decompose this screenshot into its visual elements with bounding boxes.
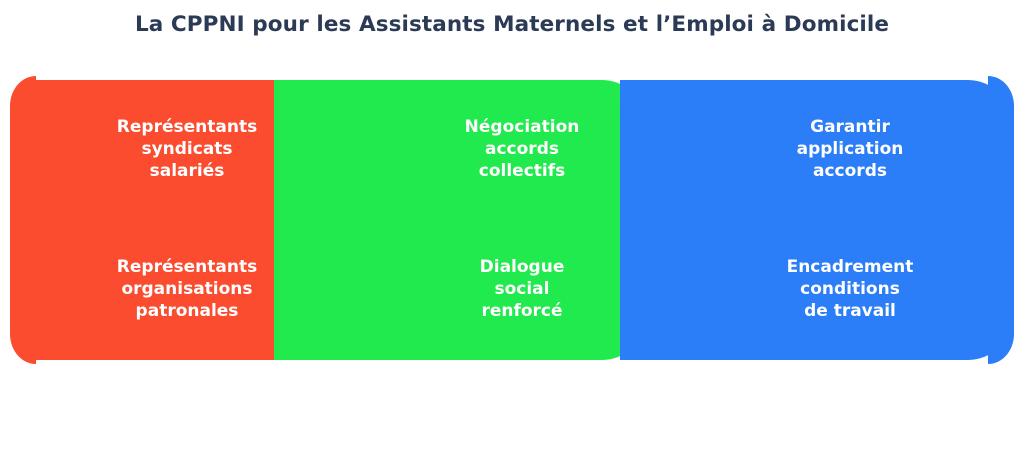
cell-row1-col3 xyxy=(688,80,1012,220)
capsule-diagram xyxy=(12,80,1012,360)
cell-row1-col2-line3: collectifs xyxy=(478,160,566,181)
cell-grid xyxy=(12,80,1012,360)
cell-row1-col2-line1: Négociation xyxy=(464,117,580,138)
cell-row2-col2-line2: social xyxy=(494,279,550,300)
cell-row1-col2-line2: accords xyxy=(485,139,559,160)
cell-row2-col1 xyxy=(12,220,362,360)
cell-row2-col3 xyxy=(688,220,1012,360)
cell-row1-col1-line1: Représentants xyxy=(116,117,258,138)
cell-row2-col2-line1: Dialogue xyxy=(479,257,565,278)
cell-row2-col3-line2: conditions xyxy=(800,279,900,300)
cell-row2-col1-line3: patronales xyxy=(135,300,239,321)
cell-row2-col2 xyxy=(342,220,702,360)
cell-row1-col3-line1: Garantir xyxy=(810,117,890,138)
cell-row1-col1-line2: syndicats xyxy=(141,139,233,160)
cell-row2-col3-line3: de travail xyxy=(804,300,896,321)
cell-row1-col3-line3: accords xyxy=(813,160,887,181)
page-title: La CPPNI pour les Assistants Maternels et l’Emploi à Domicile xyxy=(134,12,890,37)
cell-row2-col1-line1: Représentants xyxy=(116,257,258,278)
cell-row2-col2-line3: renforcé xyxy=(481,300,563,321)
cell-row1-col1 xyxy=(12,80,362,220)
cell-row2-col3-line1: Encadrement xyxy=(786,257,914,278)
cell-row2-col1-line2: organisations xyxy=(121,279,253,300)
cell-row1-col3-line2: application xyxy=(796,139,904,160)
cell-row1-col2 xyxy=(342,80,702,220)
cell-row1-col1-line3: salariés xyxy=(149,160,225,181)
